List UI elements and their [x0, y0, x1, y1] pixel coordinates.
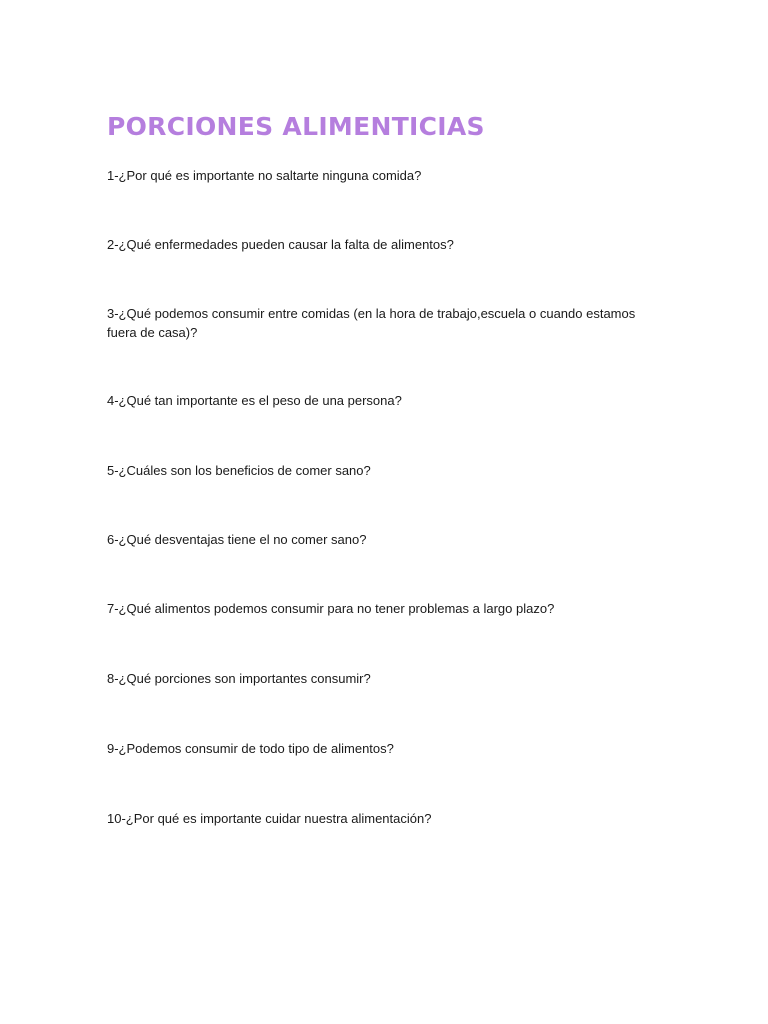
question-4: 4-¿Qué tan importante es el peso de una persona?: [107, 393, 402, 408]
question-7: 7-¿Qué alimentos podemos consumir para no tener problemas a largo plazo?: [107, 601, 555, 616]
page-title: PORCIONES ALIMENTICIAS: [107, 112, 485, 141]
question-2: 2-¿Qué enfermedades pueden causar la falta de alimentos?: [107, 237, 454, 252]
question-9: 9-¿Podemos consumir de todo tipo de alimentos?: [107, 741, 394, 756]
question-6: 6-¿Qué desventajas tiene el no comer sano?: [107, 532, 367, 547]
question-3: 3-¿Qué podemos consumir entre comidas (en la hora de trabajo,escuela o cuando estamos fuera de casa)?: [107, 306, 636, 340]
question-1: 1-¿Por qué es importante no saltarte ninguna comida?: [107, 168, 422, 183]
question-8: 8-¿Qué porciones son importantes consumir?: [107, 671, 371, 686]
question-5: 5-¿Cuáles son los beneficios de comer sano?: [107, 463, 371, 478]
question-10: 10-¿Por qué es importante cuidar nuestra alimentación?: [107, 811, 432, 826]
